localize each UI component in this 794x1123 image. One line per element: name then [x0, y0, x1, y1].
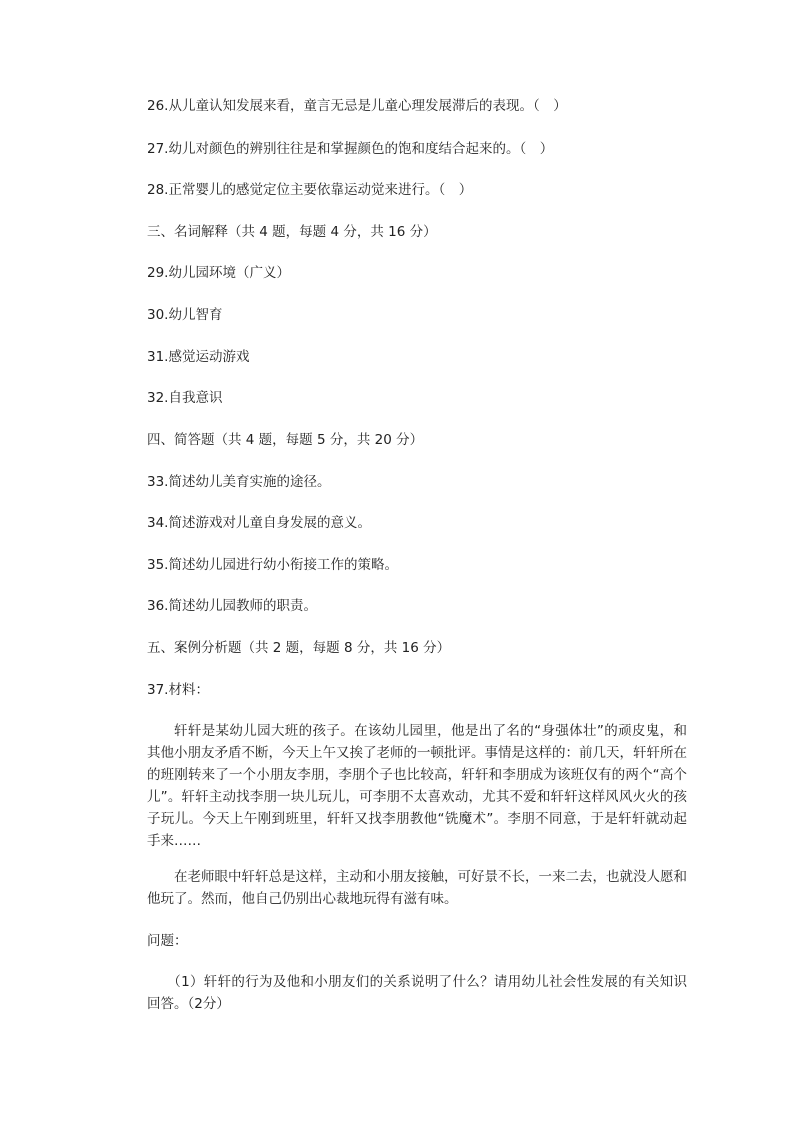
- question-37-1: （1）轩轩的行为及他和小朋友们的关系说明了什么？请用幼儿社会性发展的有关知识回答。（2分）: [147, 974, 687, 1012]
- question-33: 33.简述幼儿美育实施的途径。: [147, 474, 331, 490]
- question-28: 28.正常婴儿的感觉定位主要依靠运动觉来进行。（ ）: [147, 182, 473, 198]
- material-paragraph-1: 轩轩是某幼儿园大班的孩子。在该幼儿园里，他是出了名的“身强体壮”的顽皮鬼，和其他小朋友矛盾不断，今天上午又挨了老师的一顿批评。事情是这样的：前几天，轩轩所在的班刚转来了一个小朋友李朋，李朋个子也比较高，轩轩和李朋成为该班仅有的两个“高个儿”。轩轩主动找李朋一块儿玩儿，可李朋不太喜欢动，尤其不爱和轩轩这样风风火火的孩子玩儿。今天上午刚到班里，轩轩又找李朋教他“铣魔术”。李朋不同意，于是轩轩就动起手来……: [147, 723, 687, 849]
- question-31: 31.感觉运动游戏: [147, 349, 250, 365]
- question-32: 32.自我意识: [147, 390, 223, 406]
- question-34: 34.简述游戏对儿童自身发展的意义。: [147, 515, 371, 531]
- section-4-heading: 四、简答题（共 4 题，每题 5 分，共 20 分）: [147, 432, 424, 448]
- question-36: 36.简述幼儿园教师的职责。: [147, 598, 317, 614]
- question-label: 问题：: [147, 933, 188, 949]
- section-3-heading: 三、名词解释（共 4 题，每题 4 分，共 16 分）: [147, 224, 437, 240]
- section-5-heading: 五、案例分析题（共 2 题，每题 8 分，共 16 分）: [147, 640, 451, 656]
- question-30: 30.幼儿智育: [147, 307, 223, 323]
- material-paragraph-2: 在老师眼中轩轩总是这样，主动和小朋友接触，可好景不长，一来二去，也就没人愿和他玩了。然而，他自己仍别出心裁地玩得有滋有味。: [147, 869, 687, 907]
- question-29: 29.幼儿园环境（广义）: [147, 265, 290, 281]
- question-26: 26.从儿童认知发展来看，童言无忌是儿童心理发展滞后的表现。（ ）: [147, 98, 567, 114]
- question-37-label: 37.材料：: [147, 682, 209, 698]
- question-27: 27.幼儿对颜色的辨别往往是和掌握颜色的饱和度结合起来的。（ ）: [147, 141, 554, 157]
- question-35: 35.简述幼儿园进行幼小衔接工作的策略。: [147, 557, 398, 573]
